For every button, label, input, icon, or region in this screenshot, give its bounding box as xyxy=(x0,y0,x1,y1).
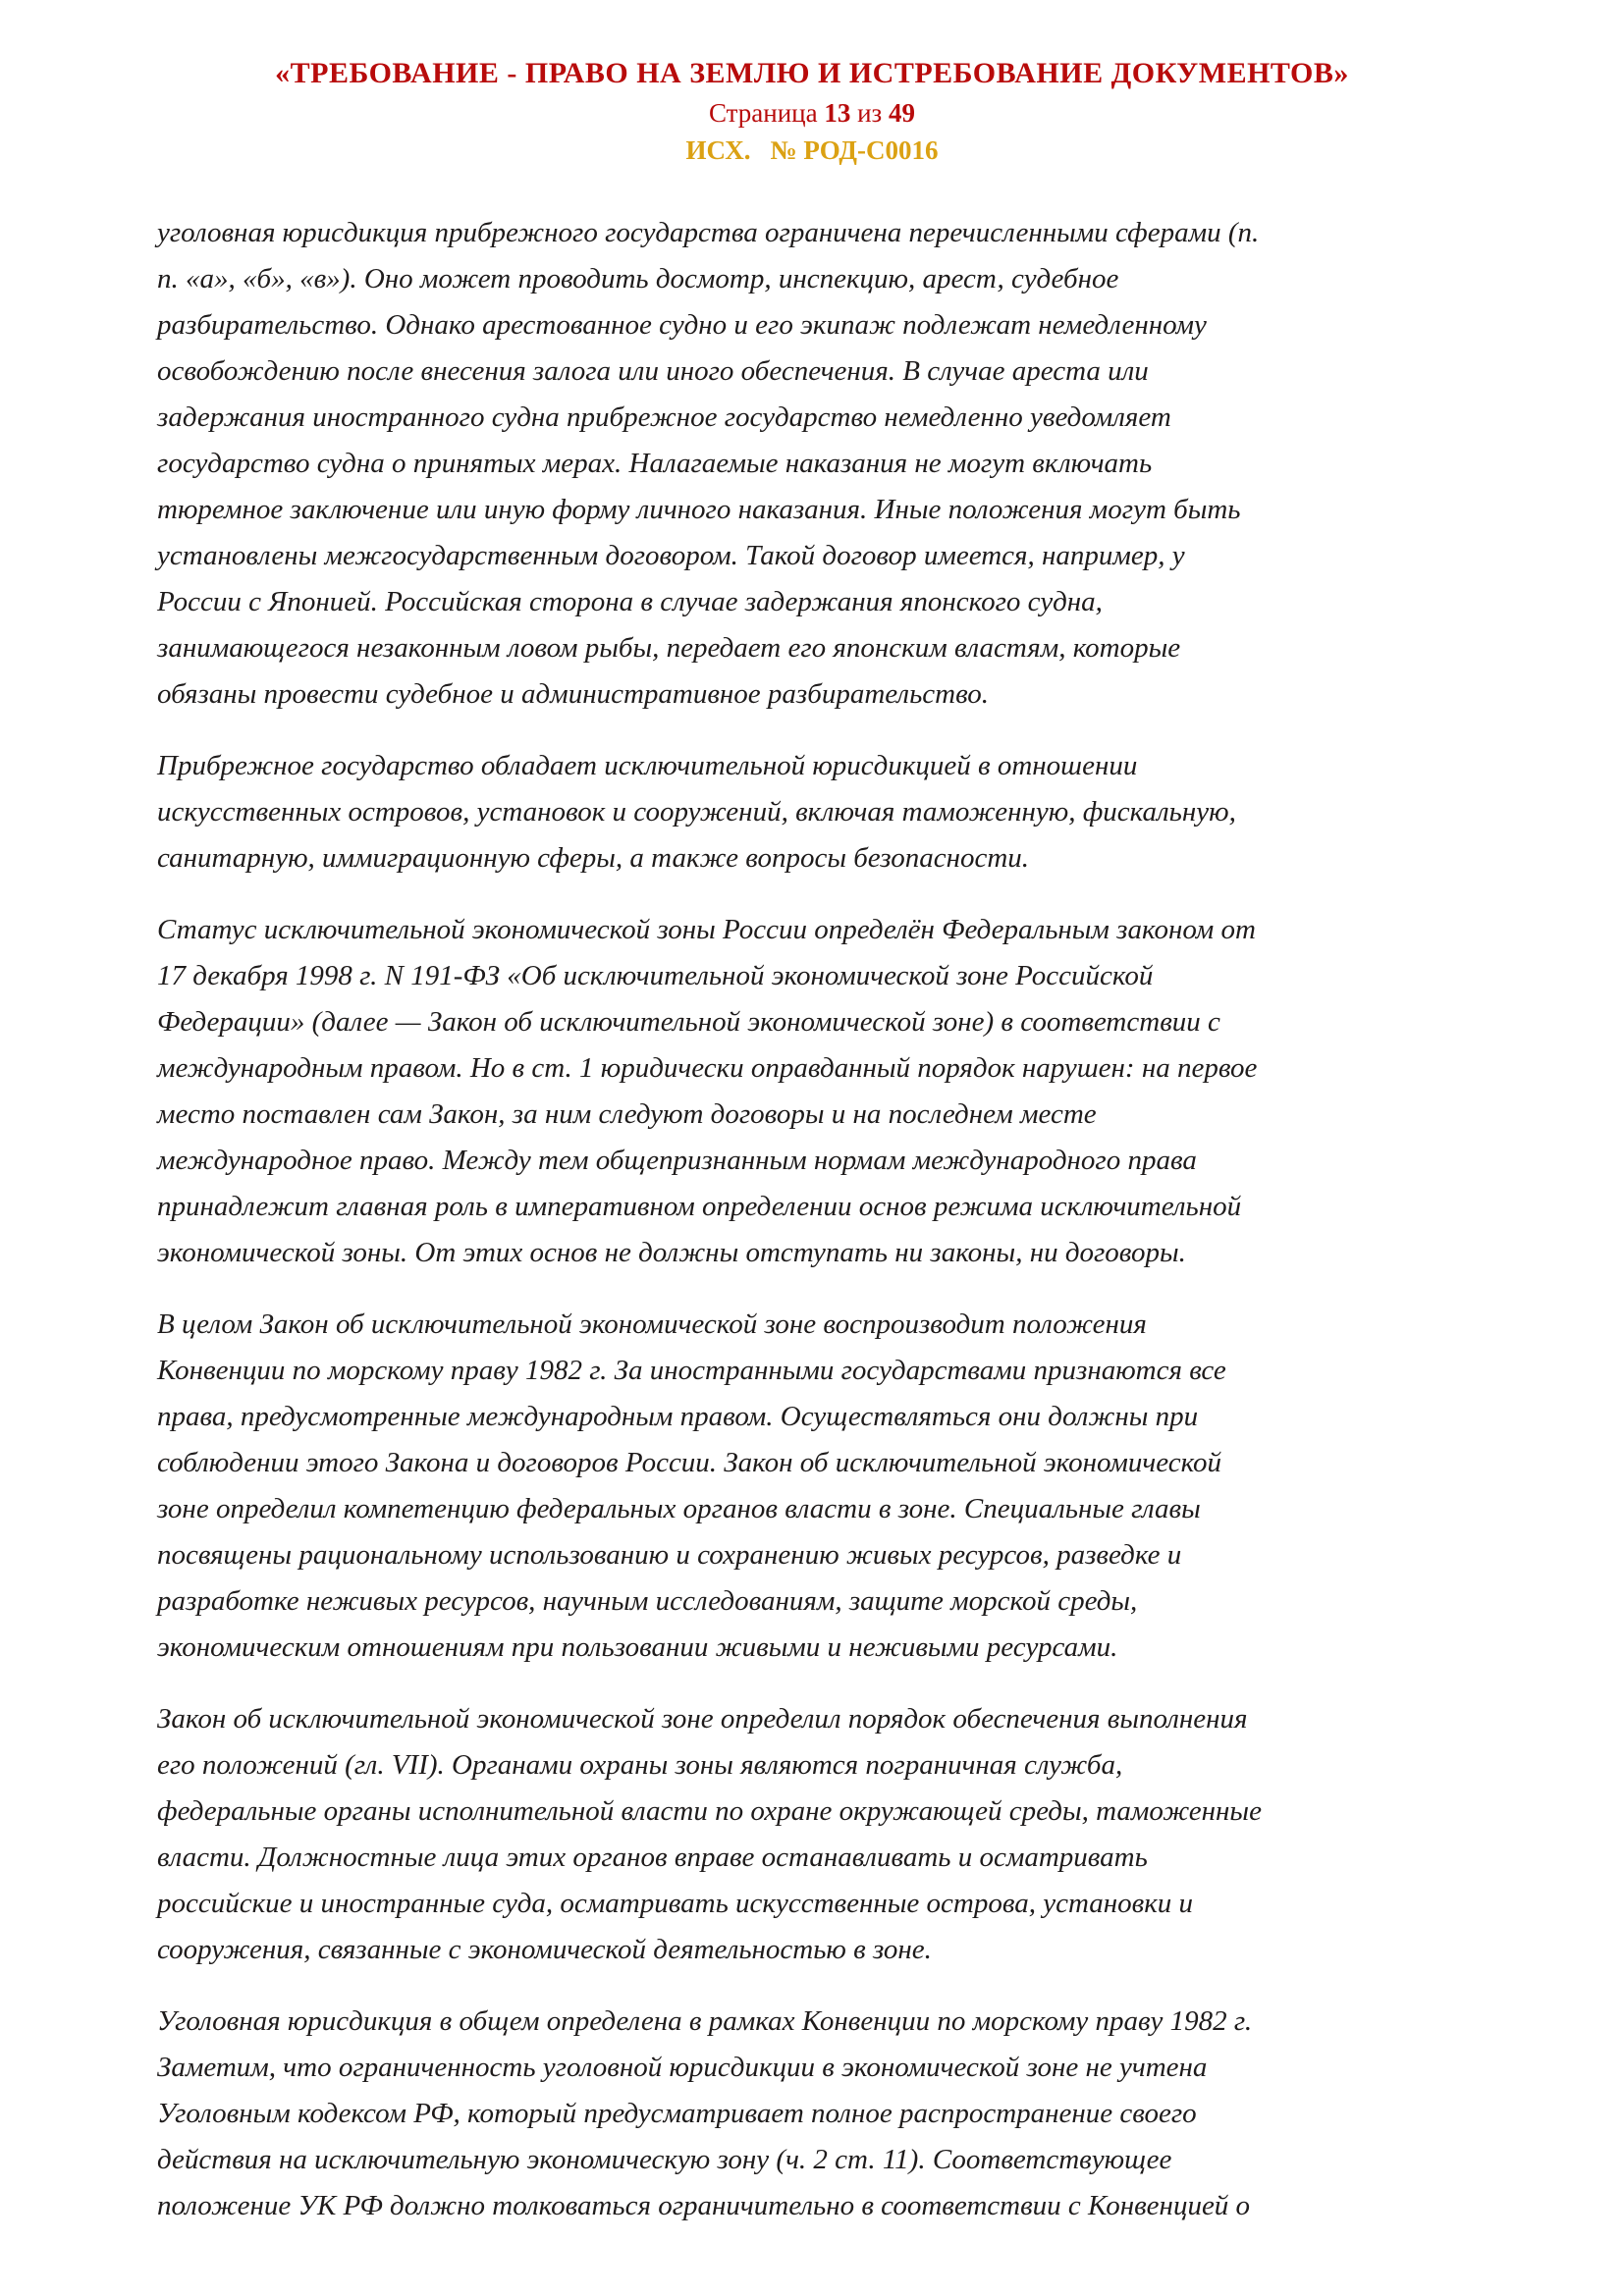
body-line: государство судна о принятых мерах. Налагаемые наказания не могут включать xyxy=(157,448,1153,479)
body-line: международным правом. Но в ст. 1 юридически оправданный порядок нарушен: на первое xyxy=(157,1052,1258,1084)
body-line: санитарную, иммиграционную сферы, а также вопросы безопасности. xyxy=(157,842,1030,874)
body-line: зоне определил компетенцию федеральных органов власти в зоне. Специальные главы xyxy=(157,1493,1201,1524)
document-title: «ТРЕБОВАНИЕ - ПРАВО НА ЗЕМЛЮ И ИСТРЕБОВАНИЕ ДОКУМЕНТОВ» xyxy=(275,57,1349,89)
body-line: освобождению после внесения залога или иного обеспечения. В случае ареста или xyxy=(157,355,1149,387)
body-line: занимающегося незаконным ловом рыбы, передает его японским властям, которые xyxy=(157,632,1181,664)
body-line: п. «а», «б», «в»). Оно может проводить досмотр, инспекцию, арест, судебное xyxy=(157,263,1119,294)
paragraph xyxy=(157,1302,1496,1671)
page-indicator-separator: из xyxy=(857,98,883,128)
document-body xyxy=(0,210,1624,2229)
body-line: посвящены рациональному использованию и сохранению живых ресурсов, разведке и xyxy=(157,1539,1182,1571)
body-line: российские и иностранные суда, осматривать искусственные острова, установки и xyxy=(157,1888,1194,1919)
body-line: разработке неживых ресурсов, научным исследованиям, защите морской среды, xyxy=(157,1585,1138,1617)
body-line: экономической зоны. От этих основ не должны отступать ни законы, ни договоры. xyxy=(157,1237,1186,1268)
body-line: 17 декабря 1998 г. N 191-ФЗ «Об исключительной экономической зоне Российской xyxy=(157,960,1154,991)
body-line: федеральные органы исполнительной власти по охране окружающей среды, таможенные xyxy=(157,1795,1262,1827)
body-line: В целом Закон об исключительной экономической зоне воспроизводит положения xyxy=(157,1308,1147,1340)
body-line: Конвенции по морскому праву 1982 г. За иностранными государствами признаются все xyxy=(157,1355,1226,1386)
body-line: его положений (гл. VII). Органами охраны зоны являются пограничная служба, xyxy=(157,1749,1123,1781)
body-line: Федерации» (далее — Закон об исключительной экономической зоне) в соответствии с xyxy=(157,1006,1220,1038)
doc-reference-number: № РОД-С0016 xyxy=(770,135,939,165)
body-line: действия на исключительную экономическую зону (ч. 2 ст. 11). Соответствующее xyxy=(157,2144,1172,2175)
body-line: задержания иностранного судна прибрежное государство немедленно уведомляет xyxy=(157,401,1171,433)
body-line: Уголовная юрисдикция в общем определена в рамках Конвенции по морскому праву 1982 г. xyxy=(157,2005,1253,2037)
body-line: уголовная юрисдикция прибрежного государства ограничена перечисленными сферами (п. xyxy=(157,217,1260,248)
body-line: Статус исключительной экономической зоны России определён Федеральным законом от xyxy=(157,914,1256,945)
page-indicator-label: Страница xyxy=(709,98,818,128)
body-line: соблюдении этого Закона и договоров России. Закон об исключительной экономической xyxy=(157,1447,1222,1478)
body-line: власти. Должностные лица этих органов вправе останавливать и осматривать xyxy=(157,1842,1148,1873)
body-line: сооружения, связанные с экономической деятельностью в зоне. xyxy=(157,1934,932,1965)
doc-reference xyxy=(0,133,1624,167)
body-line: установлены межгосударственным договором. Такой договор имеется, например, у xyxy=(157,540,1185,571)
document-header xyxy=(0,0,1624,167)
body-line: место поставлен сам Закон, за ним следуют договоры и на последнем месте xyxy=(157,1098,1097,1130)
page-total-number: 49 xyxy=(888,98,915,128)
paragraph xyxy=(157,1696,1496,1973)
body-line: положение УК РФ должно толковаться ограничительно в соответствии с Конвенцией о xyxy=(157,2190,1251,2221)
body-line: разбирательство. Однако арестованное судно и его экипаж подлежат немедленному xyxy=(157,309,1207,341)
body-line: экономическим отношениям при пользовании живыми и неживыми ресурсами. xyxy=(157,1631,1118,1663)
body-line: Прибрежное государство обладает исключительной юрисдикцией в отношении xyxy=(157,750,1138,781)
body-line: принадлежит главная роль в императивном определении основ режима исключительной xyxy=(157,1191,1242,1222)
paragraph xyxy=(157,907,1496,1276)
body-line: искусственных островов, установок и сооружений, включая таможенную, фискальную, xyxy=(157,796,1236,828)
body-line: Заметим, что ограниченность уголовной юрисдикции в экономической зоне не учтена xyxy=(157,2052,1208,2083)
page-current-number: 13 xyxy=(824,98,851,128)
paragraph xyxy=(157,210,1496,718)
body-line: обязаны провести судебное и административное разбирательство. xyxy=(157,678,990,710)
page-indicator xyxy=(0,96,1624,130)
body-line: международное право. Между тем общепризнанным нормам международного права xyxy=(157,1145,1197,1176)
paragraph xyxy=(157,1999,1496,2229)
body-line: права, предусмотренные международным правом. Осуществляться они должны при xyxy=(157,1401,1199,1432)
paragraph xyxy=(157,743,1496,881)
body-line: тюремное заключение или иную форму личного наказания. Иные положения могут быть xyxy=(157,494,1241,525)
body-line: Уголовным кодексом РФ, который предусматривает полное распространение своего xyxy=(157,2098,1197,2129)
body-line: России с Японией. Российская сторона в случае задержания японского судна, xyxy=(157,586,1103,617)
body-line: Закон об исключительной экономической зоне определил порядок обеспечения выполнения xyxy=(157,1703,1248,1735)
doc-reference-label: ИСХ. xyxy=(685,135,751,165)
